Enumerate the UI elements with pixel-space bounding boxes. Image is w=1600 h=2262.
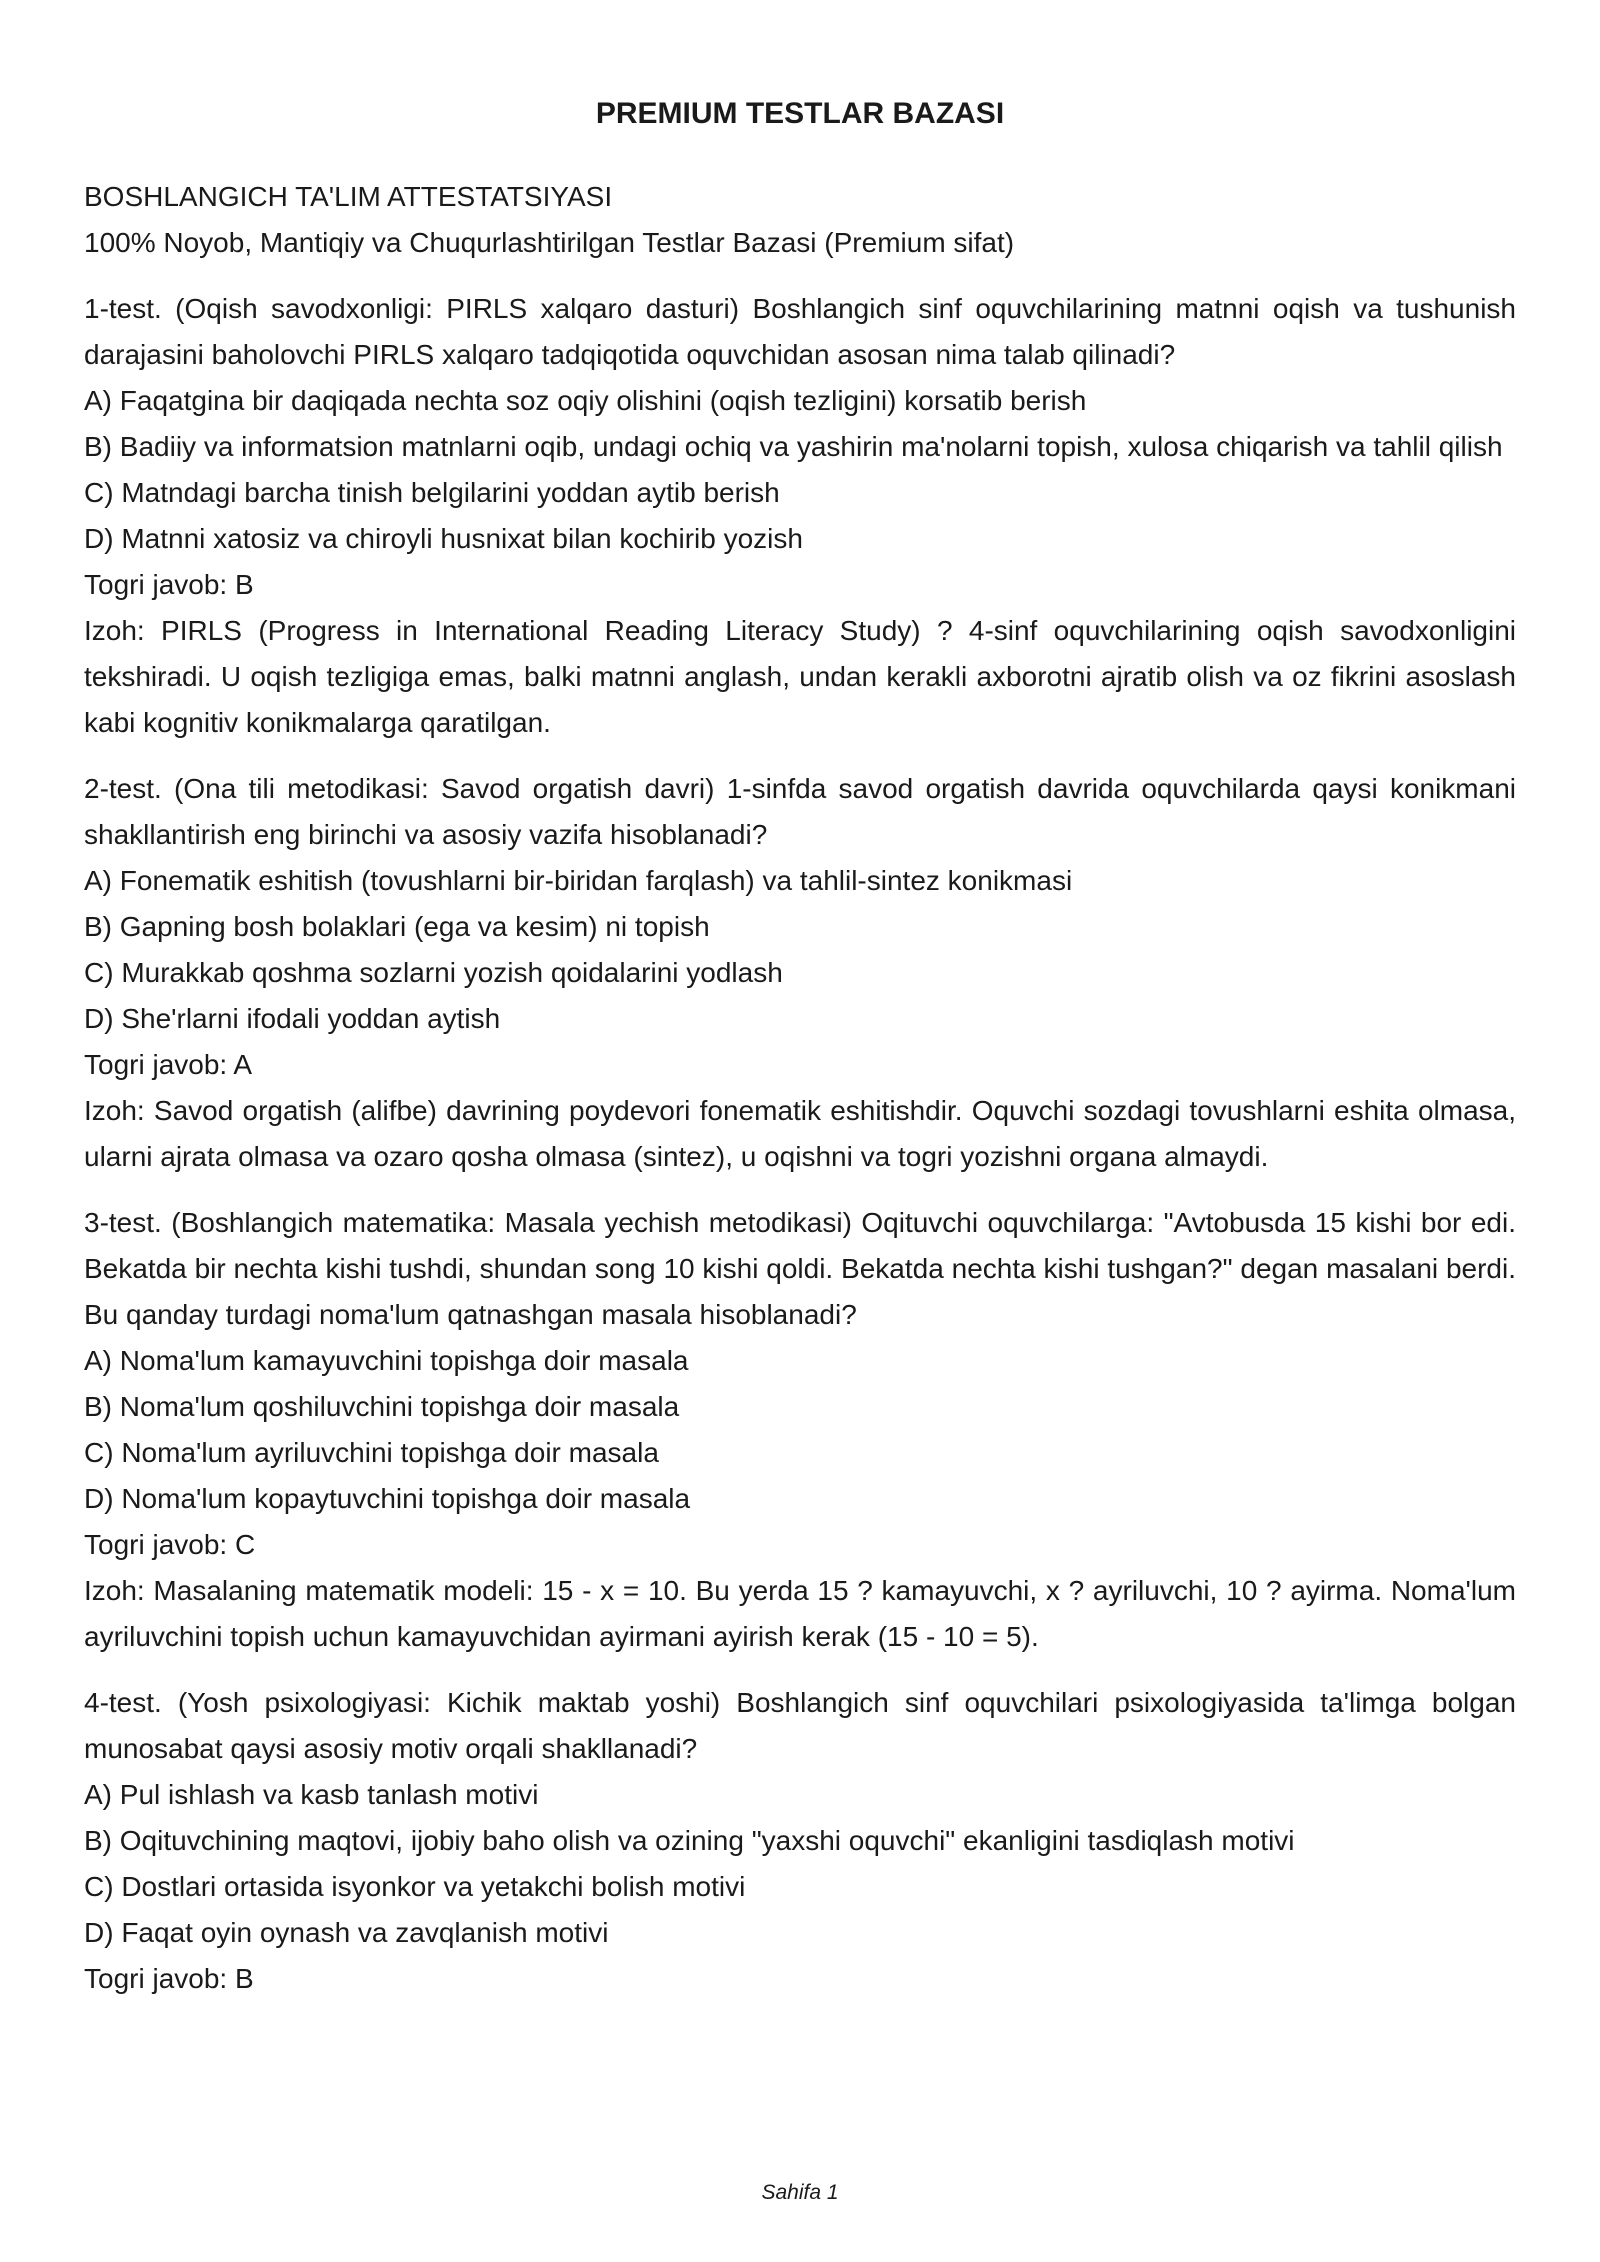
option-b: B) Gapning bosh bolaklari (ega va kesim) ni topish	[84, 911, 710, 942]
page-number: Sahifa 1	[761, 2181, 839, 2204]
option-c: C) Noma'lum ayriluvchini topishga doir masala	[84, 1437, 659, 1468]
option-c: C) Matndagi barcha tinish belgilarini yoddan aytib berish	[84, 477, 780, 508]
test-item-2	[84, 766, 1516, 1180]
test-item-1	[84, 286, 1516, 746]
correct-answer: Togri javob: A	[84, 1049, 253, 1080]
option-a: A) Pul ishlash va kasb tanlash motivi	[84, 1779, 539, 1810]
correct-answer: Togri javob: B	[84, 569, 254, 600]
test-question: 4-test. (Yosh psixologiyasi: Kichik maktab yoshi) Boshlangich sinf oquvchilari psixologiyasida ta'limga bolgan munosabat qaysi asosiy motiv orqali shakllanadi?	[84, 1687, 1516, 1764]
option-b: B) Badiiy va informatsion matnlarni oqib, undagi ochiq va yashirin ma'nolarni topish, xulosa chiqarish va tahlil qilish	[84, 431, 1503, 462]
option-d: D) Matnni xatosiz va chiroyli husnixat bilan kochirib yozish	[84, 523, 803, 554]
option-a: A) Fonematik eshitish (tovushlarni bir-biridan farqlash) va tahlil-sintez konikmasi	[84, 865, 1073, 896]
header-line-2: 100% Noyob, Mantiqiy va Chuqurlashtirilgan Testlar Bazasi (Premium sifat)	[84, 227, 1015, 258]
option-d: D) She'rlarni ifodali yoddan aytish	[84, 1003, 501, 1034]
explanation: Izoh: Savod orgatish (alifbe) davrining poydevori fonematik eshitishdir. Oquvchi sozdagi tovushlarni eshita olmasa, ularni ajrata olmasa va ozaro qosha olmasa (sintez), u oqishni va togri yozishni organa almaydi.	[84, 1095, 1516, 1172]
option-b: B) Noma'lum qoshiluvchini topishga doir masala	[84, 1391, 680, 1422]
option-c: C) Dostlari ortasida isyonkor va yetakchi bolish motivi	[84, 1871, 746, 1902]
correct-answer: Togri javob: B	[84, 1963, 254, 1994]
option-a: A) Faqatgina bir daqiqada nechta soz oqiy olishini (oqish tezligini) korsatib berish	[84, 385, 1087, 416]
test-question: 2-test. (Ona tili metodikasi: Savod orgatish davri) 1-sinfda savod orgatish davrida oquvchilarda qaysi konikmani shakllantirish eng birinchi va asosiy vazifa hisoblanadi?	[84, 773, 1516, 850]
option-d: D) Noma'lum kopaytuvchini topishga doir masala	[84, 1483, 691, 1514]
test-item-4	[84, 1680, 1516, 2002]
header-line-1: BOSHLANGICH TA'LIM ATTESTATSIYASI	[84, 181, 613, 212]
document-title: PREMIUM TESTLAR BAZASI	[595, 97, 1005, 130]
correct-answer: Togri javob: C	[84, 1529, 256, 1560]
explanation: Izoh: Masalaning matematik modeli: 15 - x = 10. Bu yerda 15 ? kamayuvchi, x ? ayriluvchi, 10 ? ayirma. Noma'lum ayriluvchini topish uchun kamayuvchidan ayirmani ayirish kerak (15 - 10 = 5).	[84, 1575, 1516, 1652]
test-item-3	[84, 1200, 1516, 1660]
option-b: B) Oqituvchining maqtovi, ijobiy baho olish va ozining "yaxshi oquvchi" ekanligini tasdiqlash motivi	[84, 1825, 1295, 1856]
document-header	[84, 174, 1516, 266]
explanation: Izoh: PIRLS (Progress in International Reading Literacy Study) ? 4-sinf oquvchilarining oqish savodxonligini tekshiradi. U oqish tezligiga emas, balki matnni anglash, undan kerakli axborotni ajratib olish va oz fikrini asoslash kabi kognitiv konikmalarga qaratilgan.	[84, 615, 1516, 738]
option-c: C) Murakkab qoshma sozlarni yozish qoidalarini yodlash	[84, 957, 783, 988]
test-question: 1-test. (Oqish savodxonligi: PIRLS xalqaro dasturi) Boshlangich sinf oquvchilarining matnni oqish va tushunish darajasini baholovchi PIRLS xalqaro tadqiqotida oquvchidan asosan nima talab qilinadi?	[84, 293, 1516, 370]
test-question: 3-test. (Boshlangich matematika: Masala yechish metodikasi) Oqituvchi oquvchilarga: "Avtobusda 15 kishi bor edi. Bekatda bir nechta kishi tushdi, shundan song 10 kishi qoldi. Bekatda nechta kishi tushgan?" degan masalani berdi. Bu qanday turdagi noma'lum qatnashgan masala hisoblanadi?	[84, 1207, 1516, 1330]
option-d: D) Faqat oyin oynash va zavqlanish motivi	[84, 1917, 609, 1948]
option-a: A) Noma'lum kamayuvchini topishga doir masala	[84, 1345, 689, 1376]
